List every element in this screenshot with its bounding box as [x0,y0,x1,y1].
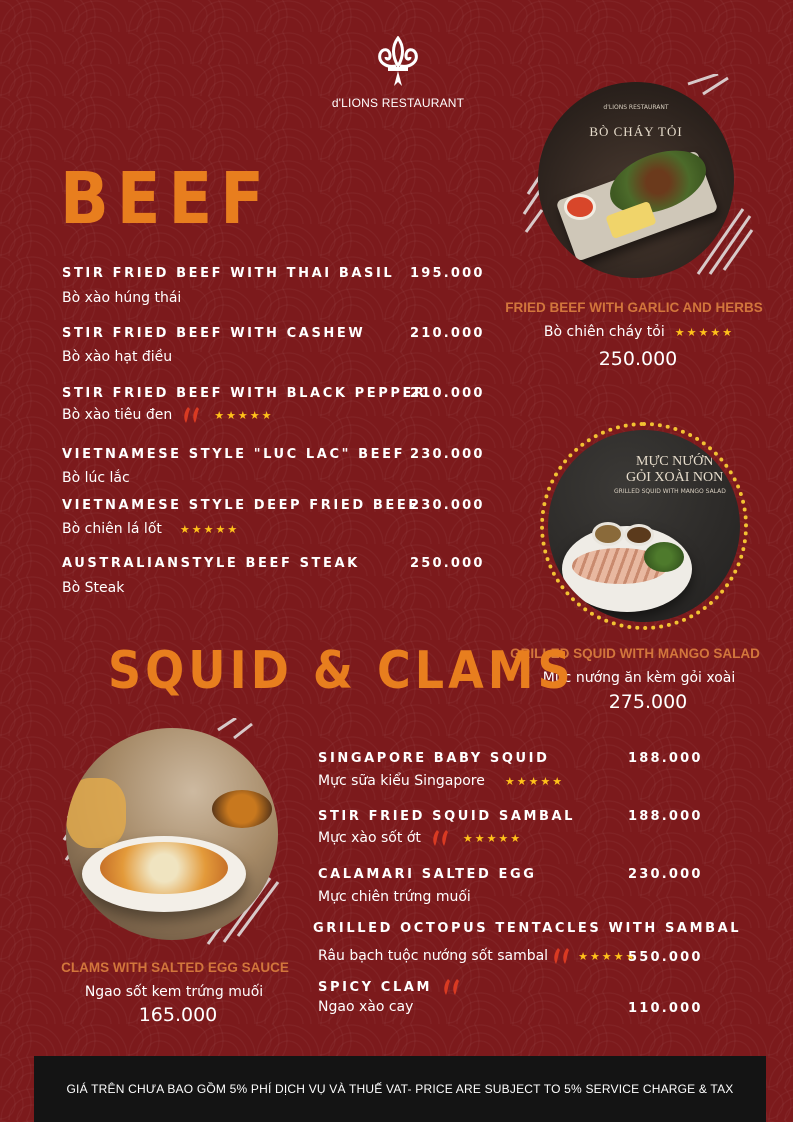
squid-item-name: STIR FRIED SQUID SAMBAL [318,809,576,824]
beef-item-price: 210.000 [410,386,485,401]
squid-item-vn [318,828,522,848]
rating-stars: ★★★★★ [674,325,735,339]
item-vn-label: Bò xào tiêu đen [62,407,173,423]
rating-stars: ★★★★★ [462,831,523,845]
photo-caption: MỰC NƯỚN [636,454,714,469]
squid-item-name: CALAMARI SALTED EGG [318,867,537,882]
featured-price: 165.000 [138,1004,218,1026]
squid-item-price: 550.000 [628,950,703,965]
beef-section-title: BEEF [60,158,272,241]
featured-vn-label: Mực nướng ăn kèm gỏi xoài [542,670,736,686]
squid-item-vn [318,999,413,1015]
beef-item-vn [62,580,124,596]
featured-title: FRIED BEEF WITH GARLIC AND HERBS [505,300,763,315]
featured-price: 250.000 [598,348,678,370]
item-name-label: SPICY CLAM [318,979,433,995]
clams-photo [66,728,278,940]
squid-item-vn [318,773,564,789]
featured-price: 275.000 [608,691,688,713]
photo-brand: d'LIONS RESTAURANT [603,104,669,111]
squid-item-price: 230.000 [628,867,703,882]
item-vn-label: Bò lúc lắc [62,470,130,486]
beef-item-vn [62,290,181,306]
squid-item-price: 110.000 [628,1001,703,1016]
clams-salted-egg [100,842,228,894]
grilled-squid-photo [548,430,740,622]
rating-stars: ★★★★★ [504,774,565,788]
featured-vn [60,984,288,1000]
beef-item-name: AUSTRALIANSTYLE BEEF STEAK [62,556,360,571]
side-dish [212,790,272,828]
beef-item-name: VIETNAMESE STYLE DEEP FRIED BEEF [62,498,420,513]
beef-item-vn [62,349,172,365]
squid-item-vn [318,946,637,966]
fleur-de-lis-icon [374,36,422,90]
item-vn-label: Mực sữa kiểu Singapore [318,773,485,789]
beef-item-price: 250.000 [410,556,485,571]
footer-note: GIÁ TRÊN CHƯA BAO GỒM 5% PHÍ DỊCH VỤ VÀ THUẾ VAT- PRICE ARE SUBJECT TO 5% SERVICE CHARGE & TAX [66,1082,734,1096]
sauce-bowl [592,522,624,546]
beef-item-price: 230.000 [410,447,485,462]
featured-title: CLAMS WITH SALTED EGG SAUCE [61,960,289,975]
beef-item-name: STIR FRIED BEEF WITH CASHEW [62,326,366,341]
item-vn-label: Bò chiên lá lốt [62,521,162,537]
item-vn-label: Bò xào húng thái [62,290,182,306]
beef-item-vn [62,405,274,425]
squid-item-price: 188.000 [628,751,703,766]
featured-title: GRILLED SQUID WITH MANGO SALAD [510,646,760,661]
featured-vn-label: Ngao sốt kem trứng muối [84,984,264,1000]
photo-caption: GỎI XOÀI NON [626,470,724,485]
featured-vn [510,324,768,340]
item-vn-label: Bò xào hạt điều [62,349,173,365]
chili-icon [431,828,453,848]
item-vn-label: Bò Steak [62,580,125,596]
squid-item-name: SINGAPORE BABY SQUID [318,751,550,766]
chili-icon [552,946,574,966]
beef-item-name: VIETNAMESE STYLE "LUC LAC" BEEF [62,447,406,462]
sauce-bowl [624,524,654,546]
beef-item-name: STIR FRIED BEEF WITH BLACK PEPPER [62,386,427,401]
squid-item-price: 188.000 [628,809,703,824]
rating-stars: ★★★★★ [214,408,274,422]
footer-bar [34,1056,766,1122]
item-vn-label: Mực xào sốt ớt [318,830,421,846]
item-vn-label: Ngao xào cay [318,999,414,1015]
restaurant-logo [330,36,466,110]
squid-item-vn [318,889,471,905]
beef-item-vn [62,521,239,537]
item-vn-label: Mực chiên trứng muối [318,889,471,905]
beef-item-vn [62,470,130,486]
photo-caption: GRILLED SQUID WITH MANGO SALAD [614,488,726,495]
sauce-bowl [564,194,596,220]
rating-stars: ★★★★★ [179,522,240,536]
beef-item-price: 195.000 [410,266,485,281]
chili-icon [442,977,464,997]
item-vn-label: Râu bạch tuộc nướng sốt sambal [318,948,549,964]
chili-icon [182,405,204,425]
beef-item-price: 210.000 [410,326,485,341]
squid-item-name: GRILLED OCTOPUS TENTACLES WITH SAMBAL [313,921,742,936]
beef-item-price: 230.000 [410,498,485,513]
fried-beef-photo [538,82,734,278]
squid-section-title: SQUID & CLAMS [108,640,575,701]
beef-item-name: STIR FRIED BEEF WITH THAI BASIL [62,266,395,281]
restaurant-name: d'LIONS RESTAURANT [331,96,465,110]
side-dish [66,778,126,848]
mango-salad [644,542,684,572]
squid-item-name-row [318,977,464,997]
photo-caption: BÒ CHÁY TỎI [589,124,683,139]
rating-stars: ★★★★★ [578,949,638,963]
featured-vn-label: Bò chiên cháy tỏi [543,324,665,340]
